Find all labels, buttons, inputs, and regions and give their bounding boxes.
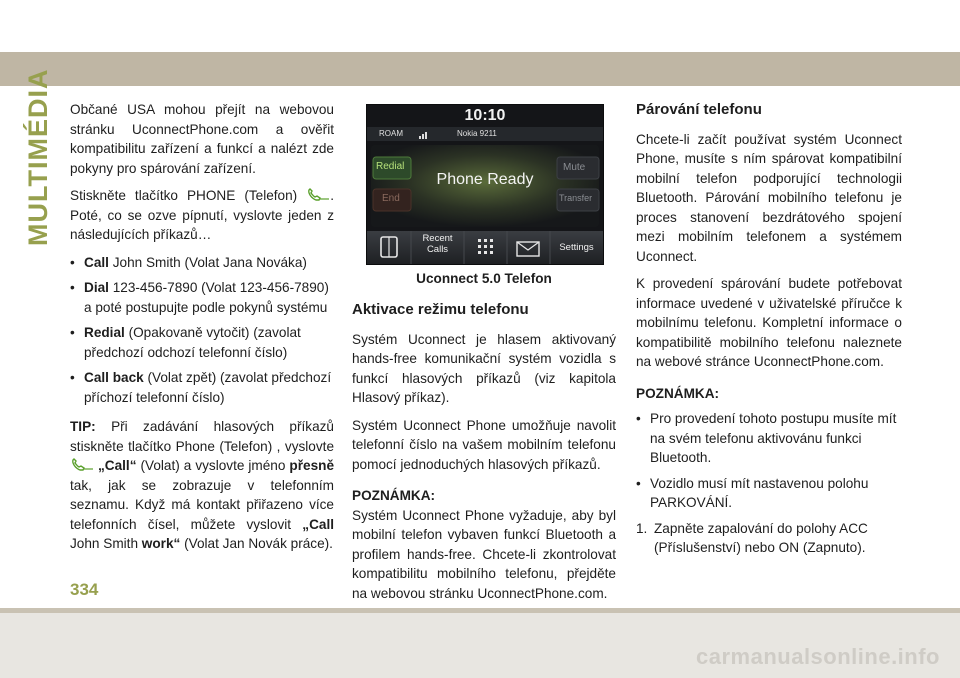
screen-time: 10:10 <box>464 107 506 124</box>
command-call: • Call John Smith (Volat Jana Nováka) <box>70 254 307 270</box>
note-item-bluetooth: • Pro provedení tohoto postupu musíte mít na svém telefonu aktivovánu funkci Bluetooth. <box>636 411 897 465</box>
command-call-back: • Call back (Volat zpět) (zavolat předchozí příchozí telefonní číslo) <box>70 370 332 405</box>
note-label: POZNÁMKA: <box>636 385 720 401</box>
top-margin <box>0 0 960 52</box>
tip-paragraph: TIP: Při zadávání hlasových příkazů stiskněte tlačítko Phone (Telefon) , vyslovte „Call“ (Volat) a vyslovte jméno přesně tak, jak se zobrazuje v telefonním seznamu. Když má kontakt přiřazeno více telefonních čísel, můžete vyslovit „Call John Smith work“ (Volat Jan Novák práce). <box>70 419 334 551</box>
phone-icon <box>70 458 94 472</box>
note-item-parking: • Vozidlo musí mít nastavenou polohu PARKOVÁNÍ. <box>636 475 869 510</box>
uconnect-phone-screen <box>366 104 604 265</box>
screen-end-button: End <box>382 193 400 204</box>
figure-caption: Uconnect 5.0 Telefon <box>416 271 552 286</box>
column-right <box>636 100 902 564</box>
paragraph-uconnect-dial: Systém Uconnect Phone umožňuje navolit telefonní číslo na vašem mobilním telefonu pomocí jednoduchých hlasových příkazů. <box>352 417 616 472</box>
step-1: 1. Zapněte zapalování do polohy ACC (Příslušenství) nebo ON (Zapnuto). <box>636 520 868 555</box>
paragraph-usa: Občané USA mohou přejít na webovou stránku UconnectPhone.com a ověřit kompatibilitu zařízení a funkcí a nalézt zde pokyny pro spárování zařízení. <box>70 102 334 176</box>
screen-status: Phone Ready <box>436 171 534 188</box>
screen-recent-calls: Recent Calls <box>422 233 453 255</box>
bottom-rule <box>0 608 960 613</box>
heading-pairing: Párování telefonu <box>636 101 762 118</box>
heading-activation: Aktivace režimu telefonu <box>352 301 529 318</box>
screen-settings: Settings <box>559 242 594 253</box>
watermark: carmanualsonline.info <box>696 644 940 669</box>
column-left <box>70 100 334 562</box>
screen-roam: ROAM <box>379 129 403 138</box>
page-number: 334 <box>70 580 99 599</box>
note-bluetooth: POZNÁMKA: Systém Uconnect Phone vyžaduje, aby byl mobilní telefon vybaven funkcí Bluetooth a profilem hands-free. Chcete-li zkontrolovat kompatibilitu mobilního telefonu, přejděte na webovou stránku UconnectPhone.com. <box>352 488 616 601</box>
command-dial: • Dial 123-456-7890 (Volat 123-456-7890) a poté postupujte podle pokynů systému <box>70 280 329 315</box>
section-side-title: MULTIMÉDIA <box>23 68 53 246</box>
phone-icon <box>306 188 330 202</box>
paragraph-pairing-info: K provedení spárování budete potřebovat informace uvedené v uživatelské příručce k mobilnímu telefonu. Kompletní informace o kompatibilitě mobilního telefonu naleznete na webové stránce UconnectPhone.com. <box>636 276 902 369</box>
header-bar <box>0 52 960 86</box>
paragraph-press-phone: Stiskněte tlačítko PHONE (Telefon) . Poté, co se ozve pípnutí, vyslovte jeden z následujících příkazů… <box>70 188 334 242</box>
screen-device-name: Nokia 9211 <box>457 129 497 138</box>
command-redial: • Redial (Opakovaně vytočit) (zavolat předchozí odchozí telefonní číslo) <box>70 325 301 360</box>
paragraph-uconnect-intro: Systém Uconnect je hlasem aktivovaný hands-free komunikační systém vozidla s funkcí hlasových příkazů (viz kapitola Hlasový příkaz). <box>352 331 616 405</box>
column-middle <box>352 300 616 611</box>
screen-mute-button: Mute <box>563 162 586 173</box>
screen-transfer-button: Transfer <box>559 193 593 203</box>
paragraph-pairing-intro: Chcete-li začít používat systém Uconnect Phone, musíte s ním spárovat kompatibilní mobilní telefon podporující technologii Bluetooth. Párování mobilního telefonu je proces stanovení bezdrátového spojení mezi mobilním telefonem a systémem Uconnect. <box>636 131 902 264</box>
screen-redial-button: Redial <box>376 161 405 172</box>
